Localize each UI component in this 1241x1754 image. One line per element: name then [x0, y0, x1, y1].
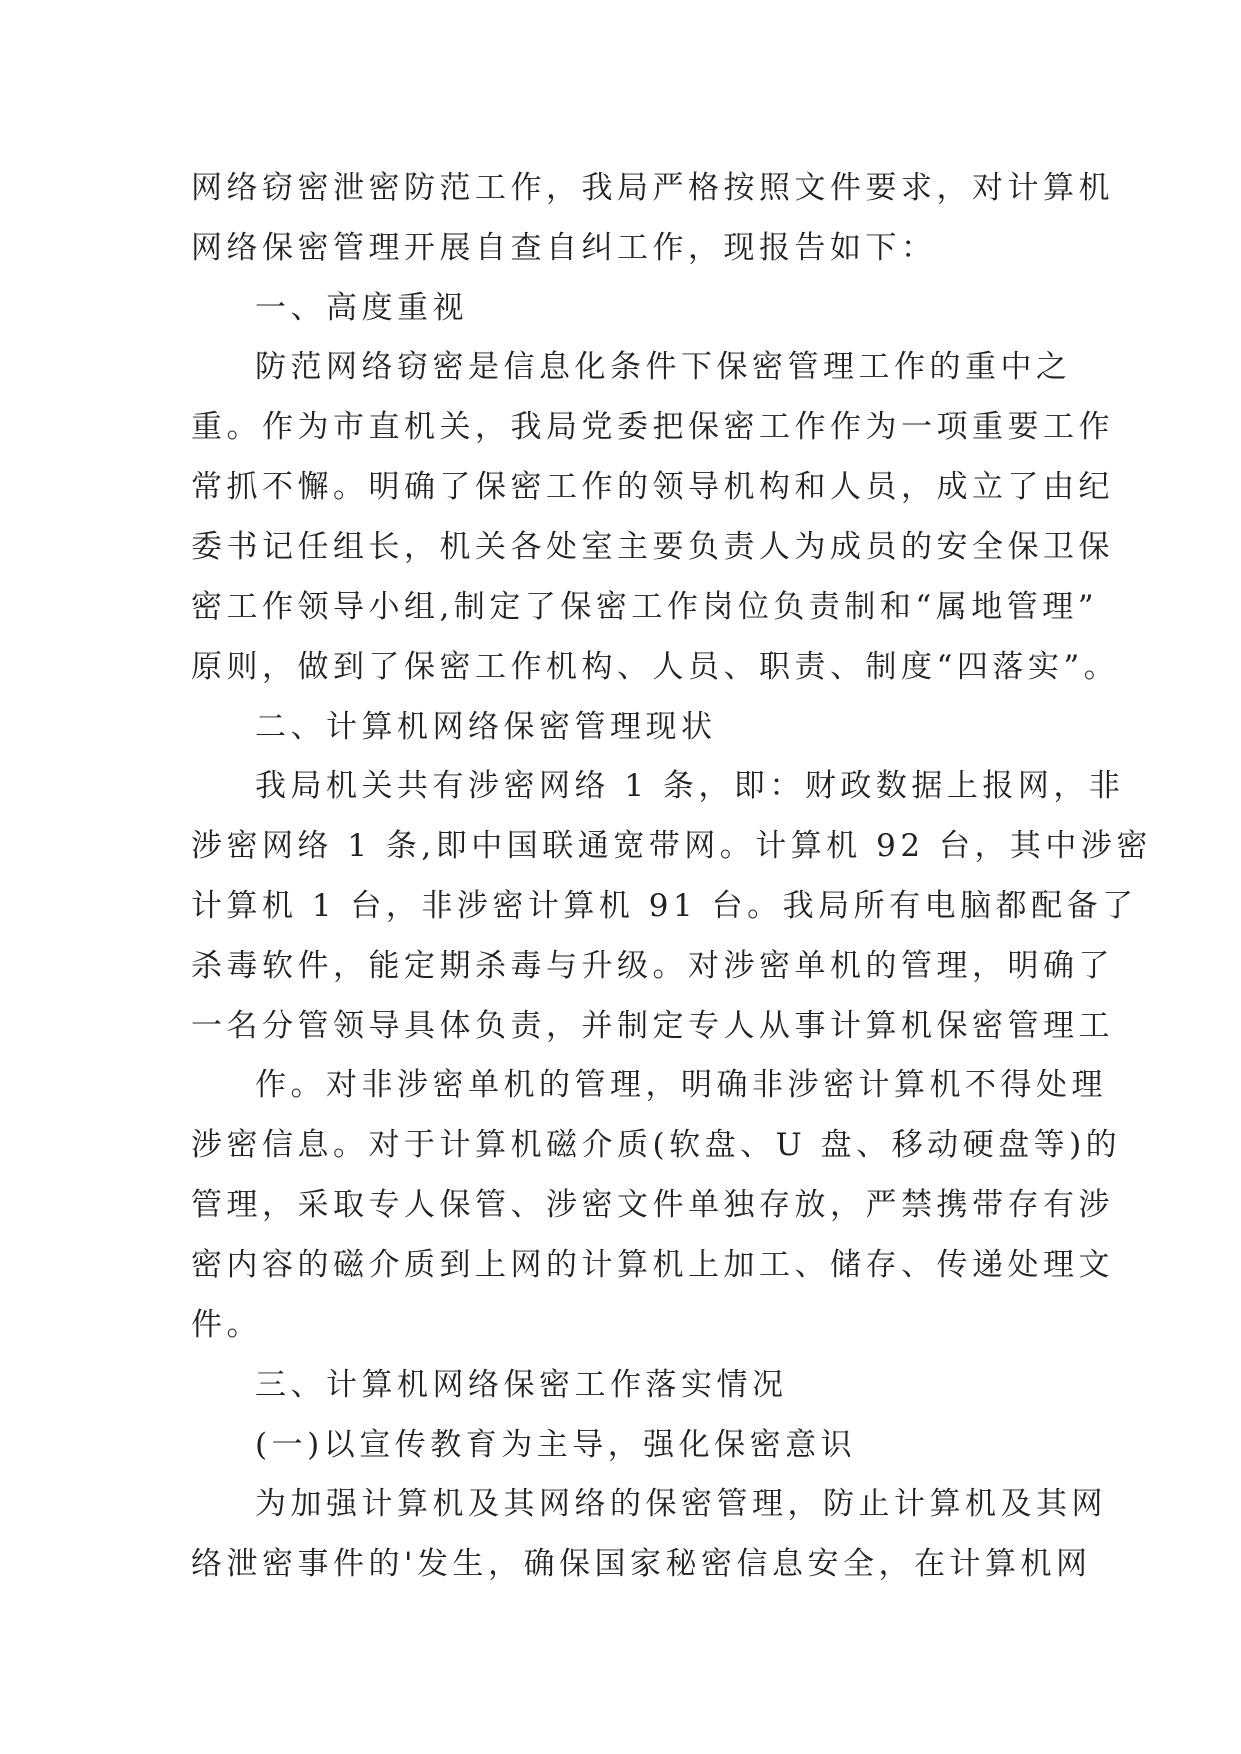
body-text-line: 网络窃密泄密防范工作，我局严格按照文件要求，对计算机 [191, 170, 1114, 206]
body-text-line: 重。作为市直机关，我局党委把保密工作作为一项重要工作 [191, 409, 1114, 445]
body-text-line: 密内容的磁介质到上网的计算机上加工、储存、传递处理文 [191, 1247, 1114, 1283]
section-heading-2: 二、计算机网络保密管理现状 [255, 709, 717, 745]
body-text-line: 计算机 1 台，非涉密计算机 91 台。我局所有电脑都配备了 [191, 888, 1138, 924]
body-text-line: 防范网络窃密是信息化条件下保密管理工作的重中之 [255, 349, 1072, 385]
body-text-line: 为加强计算机及其网络的保密管理，防止计算机及其网 [255, 1486, 1107, 1522]
body-text-line: 络泄密事件的'发生，确保国家秘密信息安全，在计算机网 [191, 1546, 1092, 1582]
body-text-line: 一名分管领导具体负责，并制定专人从事计算机保密管理工 [191, 1008, 1114, 1044]
body-text-line: 网络保密管理开展自查自纠工作，现报告如下： [191, 230, 937, 266]
body-text-line: 管理，采取专人保管、涉密文件单独存放，严禁携带存有涉 [191, 1187, 1114, 1223]
body-text-line: 涉密网络 1 条,即中国联通宽带网。计算机 92 台，其中涉密 [191, 828, 1152, 864]
body-text-line: 作。对非涉密单机的管理，明确非涉密计算机不得处理 [255, 1067, 1107, 1103]
section-heading-3: 三、计算机网络保密工作落实情况 [255, 1367, 788, 1403]
body-text-line: 委书记任组长，机关各处室主要负责人为成员的安全保卫保 [191, 529, 1114, 565]
subsection-heading-1: (一)以宣传教育为主导，强化保密意识 [255, 1427, 857, 1463]
body-text-line: 密工作领导小组,制定了保密工作岗位负责制和“属地管理” [191, 589, 1099, 625]
body-text-line: 我局机关共有涉密网络 1 条，即：财政数据上报网，非 [255, 768, 1125, 804]
body-text-line: 原则，做到了保密工作机构、人员、职责、制度“四落实”。 [191, 649, 1120, 685]
section-heading-1: 一、高度重视 [255, 290, 468, 326]
body-text-line: 常抓不懈。明确了保密工作的领导机构和人员，成立了由纪 [191, 469, 1114, 505]
body-text-line: 件。 [191, 1307, 262, 1343]
body-text-line: 涉密信息。对于计算机磁介质(软盘、U 盘、移动硬盘等)的 [191, 1127, 1122, 1163]
body-text-line: 杀毒软件，能定期杀毒与升级。对涉密单机的管理，明确了 [191, 948, 1114, 984]
